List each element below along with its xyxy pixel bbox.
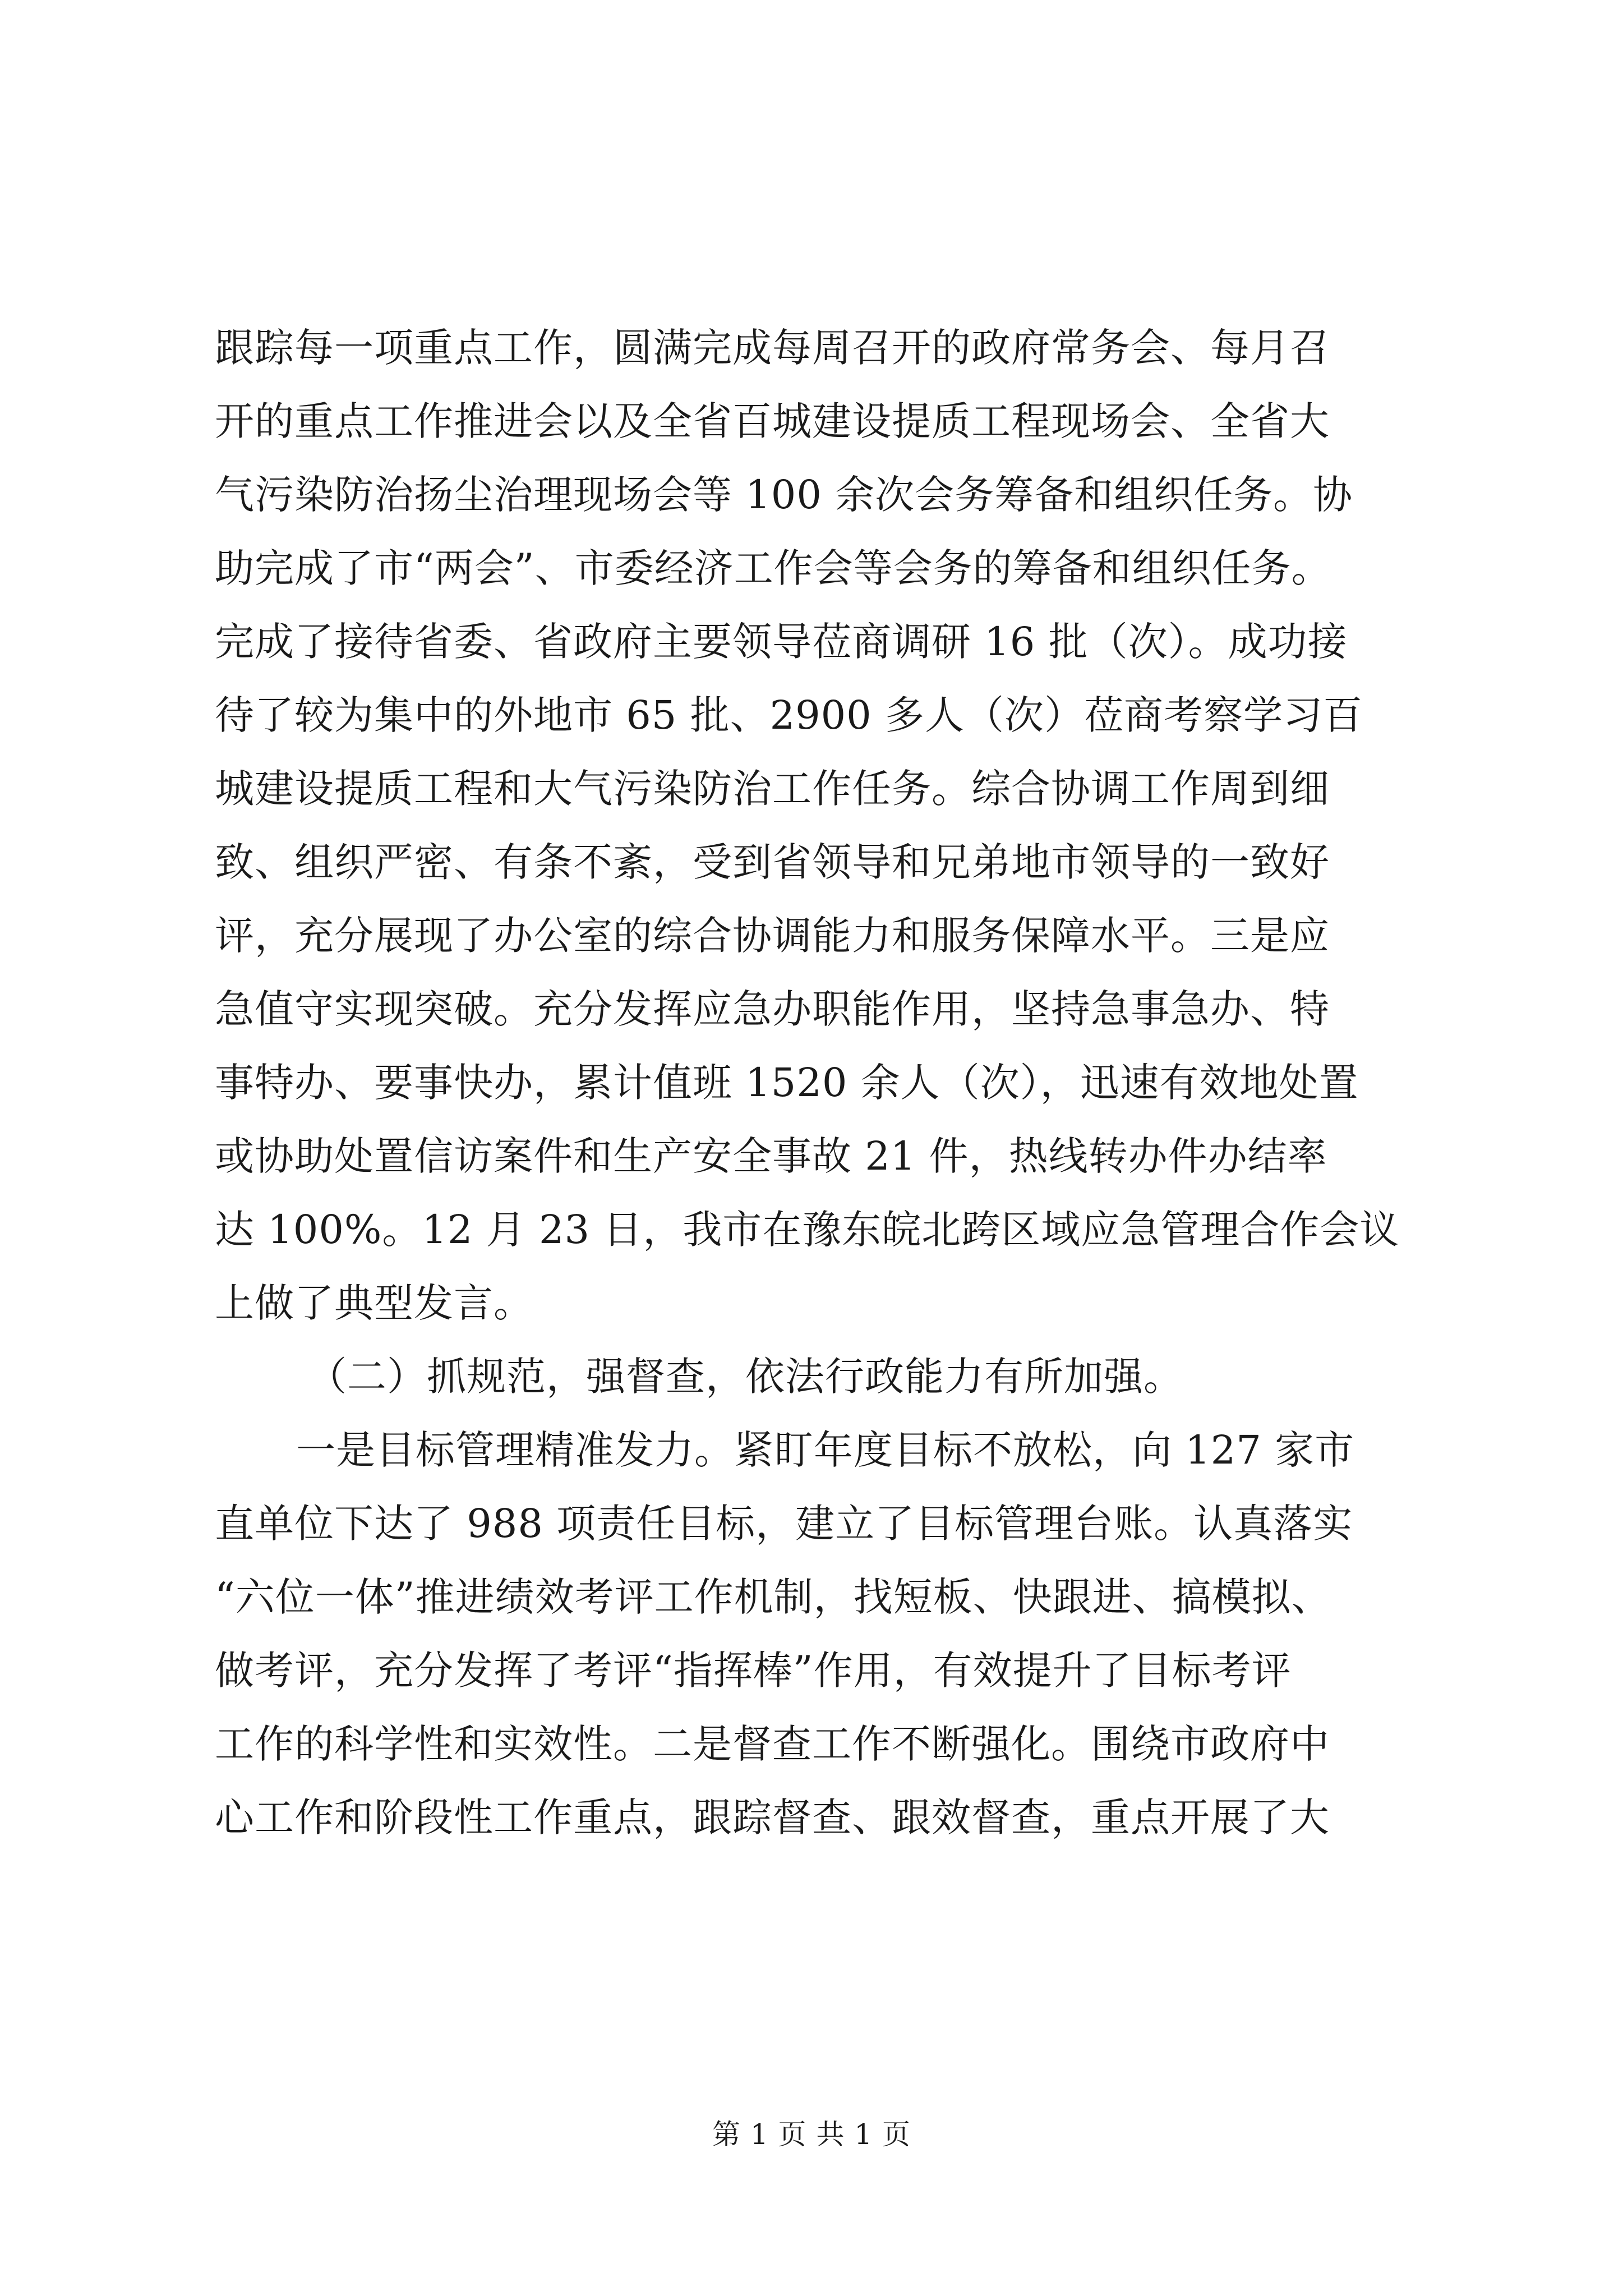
body-line-2: 开的重点工作推进会以及全省百城建设提质工程现场会、全省大 [215, 398, 1330, 444]
body-line-20: 工作的科学性和实效性。二是督查工作不断强化。围绕市政府中 [215, 1721, 1330, 1767]
body-line-11: 事特办、要事快办，累计值班 1520 余人（次），迅速有效地处置 [215, 1060, 1359, 1106]
body-line-9: 评，充分展现了办公室的综合协调能力和服务保障水平。三是应 [215, 913, 1330, 959]
body-line-17: 直单位下达了 988 项责任目标，建立了目标管理台账。认真落实 [215, 1501, 1353, 1547]
section-heading: （二）抓规范，强督查，依法行政能力有所加强。 [307, 1354, 1183, 1400]
body-line-6: 待了较为集中的外地市 65 批、2900 多人（次）莅商考察学习百 [215, 692, 1363, 738]
page-footer: 第 1 页 共 1 页 [712, 2118, 911, 2151]
body-line-4: 助完成了市“两会”、市委经济工作会等会务的筹备和组织任务。 [215, 545, 1331, 591]
body-line-19: 做考评，充分发挥了考评“指挥棒”作用，有效提升了目标考评 [215, 1648, 1292, 1694]
body-line-18: “六位一体”推进绩效考评工作机制，找短板、快跟进、搞模拟、 [215, 1574, 1331, 1620]
body-line-14: 上做了典型发言。 [215, 1280, 533, 1326]
body-line-16: 一是目标管理精准发力。紧盯年度目标不放松，向 127 家市 [296, 1427, 1355, 1473]
body-line-21: 心工作和阶段性工作重点，跟踪督查、跟效督查，重点开展了大 [215, 1795, 1330, 1841]
body-line-3: 气污染防治扬尘治理现场会等 100 余次会务筹备和组织任务。协 [215, 472, 1353, 518]
body-line-7: 城建设提质工程和大气污染防治工作任务。综合协调工作周到细 [215, 766, 1330, 812]
body-line-12: 或协助处置信访案件和生产安全事故 21 件，热线转办件办结率 [215, 1133, 1327, 1179]
body-line-1: 跟踪每一项重点工作，圆满完成每周召开的政府常务会、每月召 [215, 325, 1330, 371]
body-line-5: 完成了接待省委、省政府主要领导莅商调研 16 批（次）。成功接 [215, 619, 1348, 665]
body-line-13: 达 100%。12 月 23 日，我市在豫东皖北跨区域应急管理合作会议 [215, 1207, 1400, 1253]
body-line-10: 急值守实现突破。充分发挥应急办职能作用，坚持急事急办、特 [215, 986, 1330, 1032]
body-line-8: 致、组织严密、有条不紊，受到省领导和兄弟地市领导的一致好 [215, 839, 1330, 885]
